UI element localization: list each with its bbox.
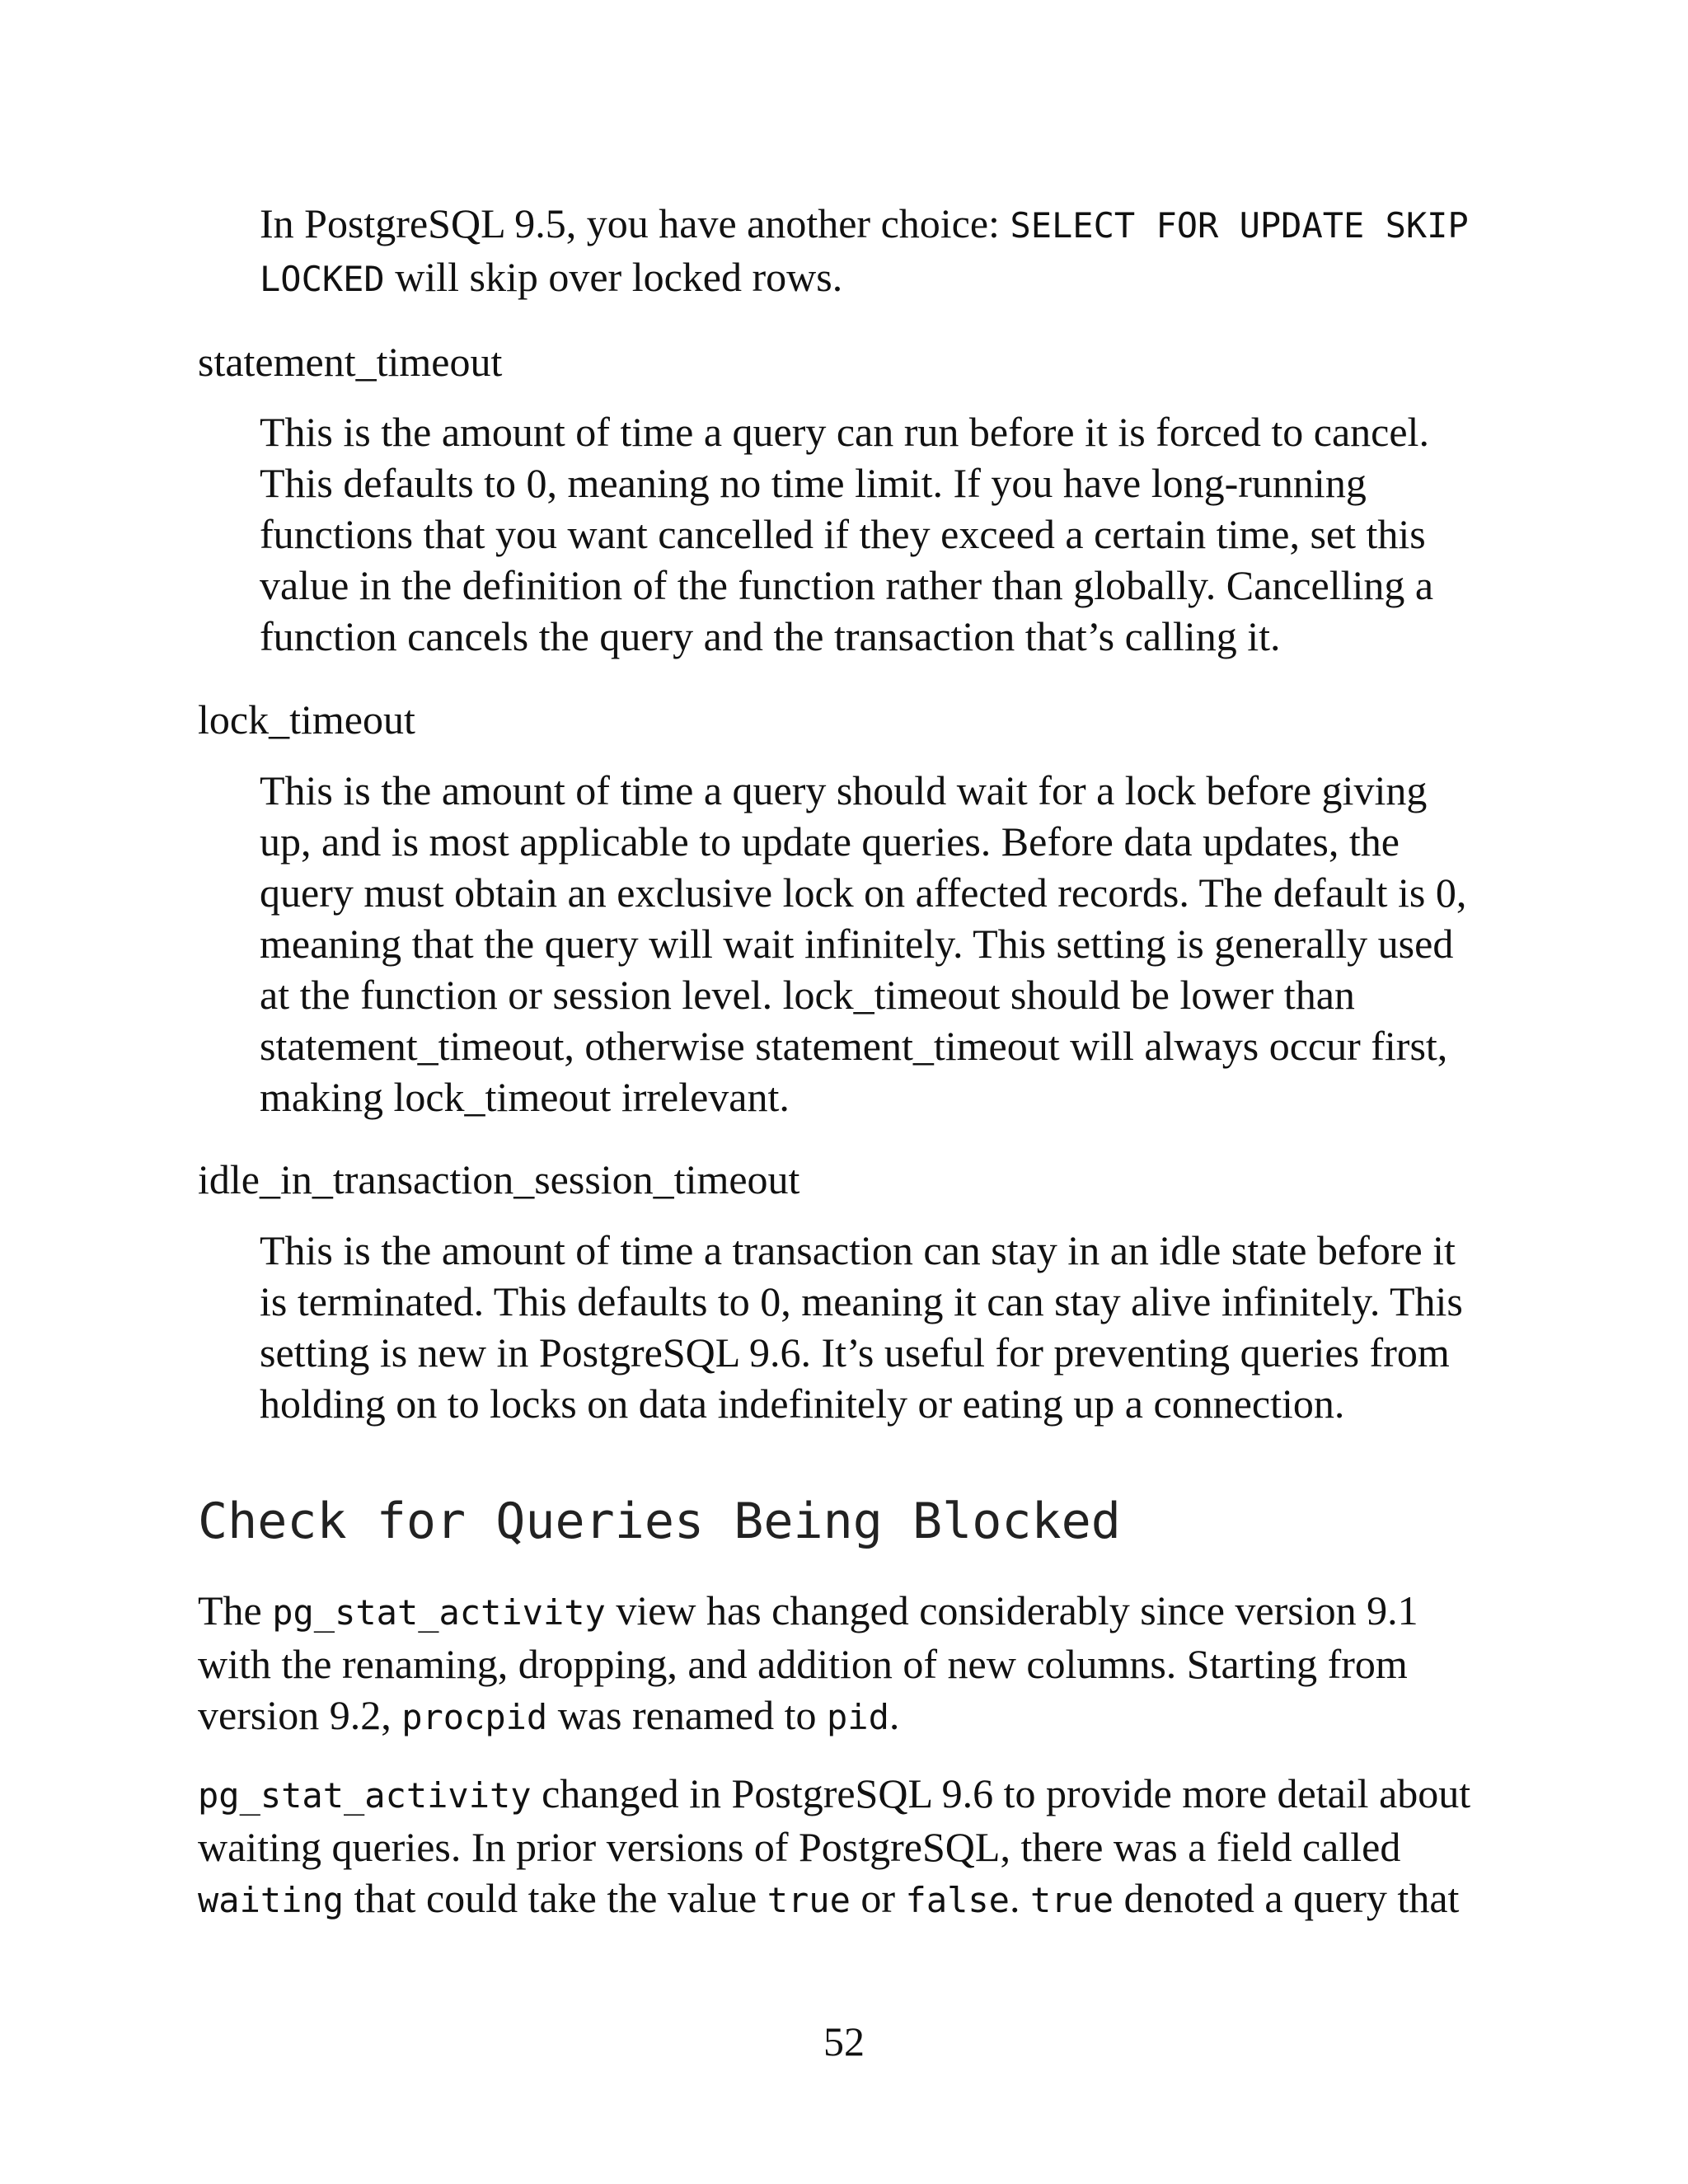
body-text: .	[889, 1692, 900, 1738]
definition-line: function cancels the query and the transaction that’s calling it.	[260, 613, 1281, 659]
definition-body	[260, 406, 1500, 662]
body-text: or	[850, 1875, 906, 1921]
paragraph-line	[198, 1585, 1500, 1638]
section-paragraph-1	[198, 1585, 1500, 1743]
definition-body	[260, 765, 1500, 1122]
inline-code: true	[1029, 1880, 1114, 1920]
inline-code: SELECT FOR UPDATE SKIP	[1010, 205, 1469, 246]
inline-code: LOCKED	[260, 259, 385, 299]
term-lock-timeout: lock_timeout	[198, 696, 415, 743]
definition-line: statement_timeout, otherwise statement_timeout will always occur first,	[260, 1023, 1448, 1069]
paragraph-line: with the renaming, dropping, and addition of new columns. Starting from	[198, 1641, 1408, 1687]
inline-code: procpid	[401, 1697, 548, 1737]
definition-body	[260, 1225, 1500, 1429]
intro-text: In PostgreSQL 9.5, you have another choice:	[260, 200, 1010, 246]
intro-paragraph	[260, 198, 1500, 305]
paragraph-line: waiting queries. In prior versions of PostgreSQL, there was a field called	[198, 1824, 1401, 1870]
definition-line: query must obtain an exclusive lock on affected records. The default is 0,	[260, 869, 1467, 916]
inline-code: pg_stat_activity	[198, 1775, 532, 1816]
definition-line: holding on to locks on data indefinitely or eating up a connection.	[260, 1380, 1345, 1427]
body-text: denoted a query that	[1114, 1875, 1460, 1921]
paragraph-line	[198, 1768, 1500, 1821]
definition-line: This defaults to 0, meaning no time limit. If you have long-running	[260, 460, 1367, 506]
definition-line: value in the definition of the function rather than globally. Cancelling a	[260, 562, 1434, 608]
inline-code: pg_stat_activity	[272, 1592, 606, 1633]
page-number: 52	[823, 2018, 865, 2064]
intro-line-1	[260, 198, 1500, 251]
definition-term	[198, 1154, 1500, 1205]
term-statement-timeout: statement_timeout	[198, 339, 503, 385]
body-text: .	[1009, 1875, 1030, 1921]
definition-line: making lock_timeout irrelevant.	[260, 1074, 790, 1120]
paragraph-line	[198, 1872, 1500, 1926]
definition-line: at the function or session level. lock_timeout should be lower than	[260, 972, 1355, 1018]
inline-code: waiting	[198, 1880, 345, 1920]
definition-line: meaning that the query will wait infinitely. This setting is generally used	[260, 921, 1454, 967]
body-text: that could take the value	[344, 1875, 767, 1921]
inline-code: false	[905, 1880, 1010, 1920]
inline-code: pid	[827, 1697, 889, 1737]
body-text: was renamed to	[547, 1692, 827, 1738]
intro-text: will skip over locked rows.	[384, 254, 843, 300]
term-idle-in-transaction-session-timeout: idle_in_transaction_session_timeout	[198, 1156, 800, 1202]
paragraph-line	[198, 1690, 1500, 1743]
body-text: changed in PostgreSQL 9.6 to provide more detail about	[531, 1770, 1471, 1816]
definition-line: up, and is most applicable to update queries. Before data updates, the	[260, 818, 1400, 865]
section-paragraph-2	[198, 1768, 1500, 1926]
definition-line: This is the amount of time a query should wait for a lock before giving	[260, 767, 1428, 813]
body-text: The	[198, 1587, 273, 1633]
definition-term	[198, 336, 1500, 387]
inline-code: true	[767, 1880, 851, 1920]
definition-line: This is the amount of time a transaction can stay in an idle state before it	[260, 1227, 1456, 1273]
body-text: version 9.2,	[198, 1692, 402, 1738]
definition-line: setting is new in PostgreSQL 9.6. It’s useful for preventing queries from	[260, 1329, 1450, 1376]
section-heading: Check for Queries Being Blocked	[198, 1493, 1121, 1550]
definition-line: functions that you want cancelled if they exceed a certain time, set this	[260, 511, 1426, 557]
body-text: view has changed considerably since version 9.1	[605, 1587, 1418, 1633]
definition-line: This is the amount of time a query can run before it is forced to cancel.	[260, 409, 1429, 455]
intro-line-2	[260, 251, 1500, 305]
definition-line: is terminated. This defaults to 0, meaning it can stay alive infinitely. This	[260, 1278, 1463, 1324]
definition-term	[198, 694, 1500, 745]
